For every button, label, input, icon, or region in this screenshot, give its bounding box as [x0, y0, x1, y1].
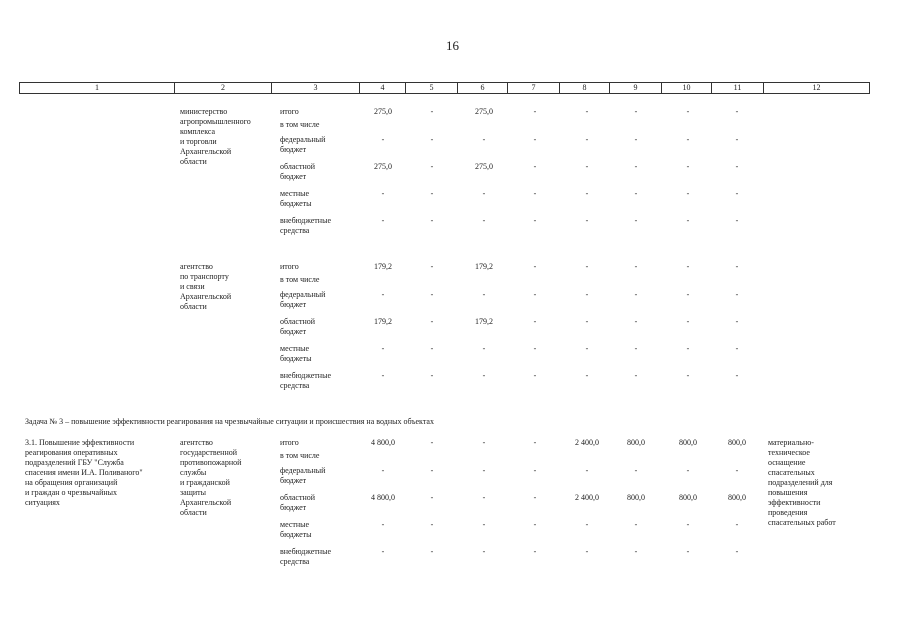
cell-value: - — [735, 216, 739, 225]
cell-value: - — [686, 262, 690, 271]
cell-value: - — [735, 466, 739, 475]
cell-value: - — [381, 216, 385, 225]
cell-value: - — [430, 547, 434, 556]
header-col-11: 11 — [712, 83, 764, 93]
cell-value: - — [482, 290, 486, 299]
cell-value: - — [381, 344, 385, 353]
header-col-3: 3 — [272, 83, 360, 93]
row-label-local: местные бюджеты — [280, 520, 312, 539]
cell-value: - — [585, 216, 589, 225]
header-col-7: 7 — [508, 83, 560, 93]
cell-value: - — [533, 493, 537, 502]
cell-value: 275,0 — [374, 107, 392, 116]
cell-value: - — [585, 317, 589, 326]
cell-value: - — [686, 317, 690, 326]
row-label-incl: в том числе — [280, 451, 320, 460]
cell-value: - — [430, 371, 434, 380]
cell-value: - — [686, 547, 690, 556]
cell-value: - — [533, 547, 537, 556]
header-col-9: 9 — [610, 83, 662, 93]
cell-value: - — [482, 216, 486, 225]
cell-value: 4 800,0 — [371, 493, 395, 502]
row-label-total: итого — [280, 262, 299, 271]
cell-value: 4 800,0 — [371, 438, 395, 447]
cell-value: - — [634, 466, 638, 475]
header-col-6: 6 — [458, 83, 508, 93]
cell-value: - — [533, 520, 537, 529]
cell-value: - — [634, 135, 638, 144]
header-col-4: 4 — [360, 83, 406, 93]
cell-value: - — [482, 135, 486, 144]
cell-value: - — [585, 189, 589, 198]
cell-value: - — [686, 466, 690, 475]
result-text: материально- техническое оснащение спасательных подразделений для повышения эффективности проведения спасательных работ — [768, 438, 836, 527]
cell-value: 800,0 — [627, 438, 645, 447]
cell-value: - — [533, 262, 537, 271]
cell-value: - — [533, 107, 537, 116]
cell-value: - — [482, 466, 486, 475]
cell-value: - — [430, 216, 434, 225]
cell-value: - — [482, 344, 486, 353]
cell-value: - — [634, 344, 638, 353]
cell-value: - — [634, 216, 638, 225]
cell-value: - — [735, 189, 739, 198]
cell-value: - — [585, 371, 589, 380]
cell-value: - — [533, 371, 537, 380]
cell-value: - — [533, 162, 537, 171]
cell-value: - — [735, 520, 739, 529]
cell-value: - — [585, 135, 589, 144]
cell-value: - — [585, 547, 589, 556]
cell-value: 179,2 — [475, 317, 493, 326]
measure-text: 3.1. Повышение эффективности реагирования оперативных подразделений ГБУ "Служба спасения имени И.А. Поливаного" на обращения организаций и граждан о чрезвычайных ситуациях — [25, 438, 143, 507]
row-label-local: местные бюджеты — [280, 344, 312, 363]
cell-value: - — [533, 317, 537, 326]
cell-value: - — [634, 162, 638, 171]
cell-value: - — [686, 162, 690, 171]
row-label-total: итого — [280, 438, 299, 447]
header-col-2: 2 — [175, 83, 272, 93]
cell-value: - — [735, 317, 739, 326]
cell-value: - — [686, 135, 690, 144]
cell-value: - — [735, 162, 739, 171]
cell-value: - — [634, 189, 638, 198]
cell-value: - — [533, 344, 537, 353]
cell-value: 179,2 — [374, 317, 392, 326]
row-label-regional: областной бюджет — [280, 162, 316, 181]
cell-value: - — [533, 438, 537, 447]
cell-value: - — [634, 547, 638, 556]
row-label-incl: в том числе — [280, 275, 320, 284]
cell-value: - — [686, 216, 690, 225]
header-col-10: 10 — [662, 83, 712, 93]
cell-value: - — [430, 520, 434, 529]
cell-value: - — [430, 189, 434, 198]
row-label-total: итого — [280, 107, 299, 116]
cell-value: - — [430, 262, 434, 271]
cell-value: 275,0 — [374, 162, 392, 171]
cell-value: - — [430, 317, 434, 326]
row-label-federal: федеральный бюджет — [280, 135, 326, 154]
cell-value: - — [430, 438, 434, 447]
cell-value: - — [735, 262, 739, 271]
cell-value: - — [381, 290, 385, 299]
cell-value: - — [735, 344, 739, 353]
executor-text: агентство государственной противопожарной службы и гражданской защиты Архангельской области — [180, 438, 242, 517]
cell-value: - — [735, 290, 739, 299]
cell-value: 800,0 — [728, 438, 746, 447]
cell-value: - — [482, 371, 486, 380]
cell-value: - — [686, 371, 690, 380]
header-col-5: 5 — [406, 83, 458, 93]
cell-value: - — [430, 135, 434, 144]
cell-value: - — [430, 466, 434, 475]
cell-value: - — [381, 371, 385, 380]
cell-value: - — [430, 344, 434, 353]
cell-value: - — [634, 262, 638, 271]
cell-value: - — [381, 466, 385, 475]
cell-value: - — [634, 107, 638, 116]
cell-value: - — [533, 216, 537, 225]
cell-value: - — [686, 344, 690, 353]
cell-value: 2 400,0 — [575, 493, 599, 502]
cell-value: 275,0 — [475, 107, 493, 116]
cell-value: - — [585, 344, 589, 353]
row-label-offbudget: внебюджетные средства — [280, 216, 331, 235]
row-label-regional: областной бюджет — [280, 317, 316, 336]
cell-value: - — [735, 135, 739, 144]
cell-value: - — [686, 520, 690, 529]
row-label-federal: федеральный бюджет — [280, 466, 326, 485]
row-label-offbudget: внебюджетные средства — [280, 371, 331, 390]
cell-value: - — [735, 547, 739, 556]
cell-value: - — [634, 371, 638, 380]
cell-value: - — [585, 162, 589, 171]
cell-value: 800,0 — [679, 493, 697, 502]
cell-value: - — [482, 189, 486, 198]
cell-value: - — [381, 547, 385, 556]
page-number: 16 — [446, 38, 459, 53]
row-label-incl: в том числе — [280, 120, 320, 129]
cell-value: - — [533, 135, 537, 144]
table-header-row — [19, 82, 870, 94]
cell-value: - — [482, 547, 486, 556]
cell-value: - — [482, 520, 486, 529]
cell-value: - — [430, 162, 434, 171]
row-label-regional: областной бюджет — [280, 493, 316, 512]
cell-value: 800,0 — [728, 493, 746, 502]
executor-text: министерство агропромышленного комплекса и торговли Архангельской области — [180, 107, 251, 166]
header-col-8: 8 — [560, 83, 610, 93]
cell-value: - — [634, 317, 638, 326]
cell-value: - — [533, 466, 537, 475]
task-3-title: Задача № 3 – повышение эффективности реагирования на чрезвычайные ситуации и происшествия на водных объектах — [25, 417, 434, 426]
cell-value: - — [585, 520, 589, 529]
cell-value: 179,2 — [374, 262, 392, 271]
cell-value: - — [381, 135, 385, 144]
header-col-1: 1 — [20, 83, 175, 93]
cell-value: - — [430, 107, 434, 116]
cell-value: - — [585, 290, 589, 299]
cell-value: - — [430, 493, 434, 502]
cell-value: - — [735, 107, 739, 116]
cell-value: 800,0 — [679, 438, 697, 447]
cell-value: - — [585, 262, 589, 271]
cell-value: - — [430, 290, 434, 299]
cell-value: - — [686, 189, 690, 198]
cell-value: 275,0 — [475, 162, 493, 171]
cell-value: - — [585, 466, 589, 475]
cell-value: 179,2 — [475, 262, 493, 271]
cell-value: 800,0 — [627, 493, 645, 502]
cell-value: - — [381, 520, 385, 529]
cell-value: - — [686, 290, 690, 299]
row-label-local: местные бюджеты — [280, 189, 312, 208]
cell-value: 2 400,0 — [575, 438, 599, 447]
cell-value: - — [634, 290, 638, 299]
cell-value: - — [533, 290, 537, 299]
row-label-offbudget: внебюджетные средства — [280, 547, 331, 566]
row-label-federal: федеральный бюджет — [280, 290, 326, 309]
cell-value: - — [735, 371, 739, 380]
executor-text: агентство по транспорту и связи Архангельской области — [180, 262, 232, 311]
cell-value: - — [634, 520, 638, 529]
cell-value: - — [585, 107, 589, 116]
cell-value: - — [533, 189, 537, 198]
cell-value: - — [482, 493, 486, 502]
cell-value: - — [686, 107, 690, 116]
cell-value: - — [381, 189, 385, 198]
cell-value: - — [482, 438, 486, 447]
header-col-12: 12 — [812, 83, 821, 92]
